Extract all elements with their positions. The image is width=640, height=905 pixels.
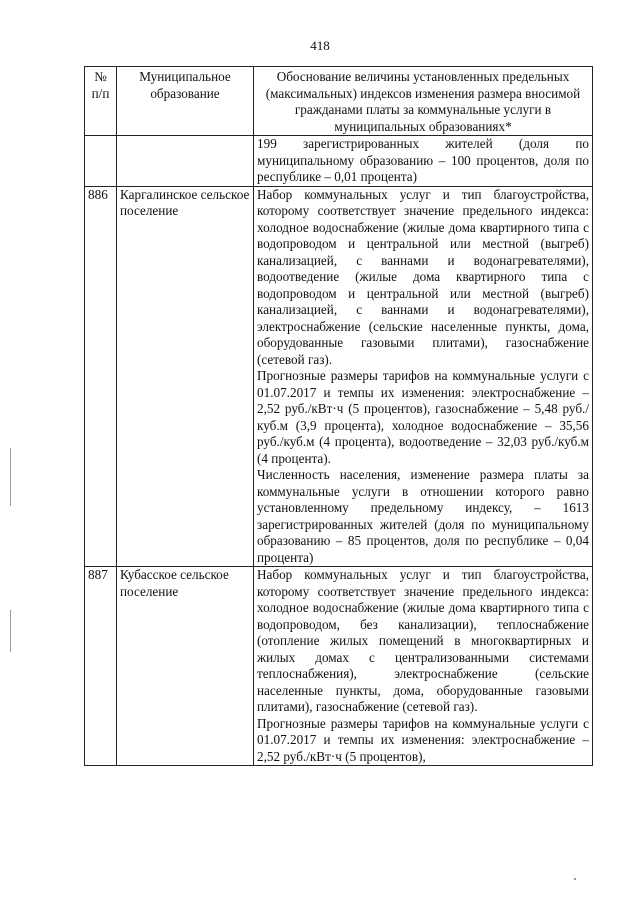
justification-paragraph: Прогнозные размеры тарифов на коммунальные услуги с 01.07.2017 и темпы их изменения: электроснабжение – 2,52 руб./кВт·ч (5 процентов), xyxy=(257,715,589,764)
table-header-row xyxy=(85,67,593,136)
table-row-continuation xyxy=(85,136,593,187)
justification-paragraph: Численность населения, изменение размера платы за коммунальные услуги в отношении которого равно установленному предельному индексу, – 1613 зарегистрированных жителей (доля по муниципальному образованию – 85 процентов, доля по республике – 0,04 процента) xyxy=(257,467,589,565)
row-number: 886 xyxy=(85,186,117,567)
continuation-text: 199 зарегистрированных жителей (доля по муниципальному образованию – 100 процентов, доля по республике – 0,01 процента) xyxy=(257,136,589,184)
page-number: 418 xyxy=(310,38,330,53)
margin-scan-mark xyxy=(10,448,11,506)
row-number: 887 xyxy=(85,567,117,766)
justification-paragraph: Прогнозные размеры тарифов на коммунальные услуги с 01.07.2017 и темпы их изменения: электроснабжение – 2,52 руб./кВт·ч (5 процентов), газоснабжение – 5,48 руб./куб.м (3,9 процента), холодное водоснабжение – 35,56 руб./куб.м (4 процента), водоотведение – 32,03 руб./куб.м (4 процента). xyxy=(257,368,589,466)
header-num: № п/п xyxy=(85,67,117,136)
header-justification: Обоснование величины установленных предельных (максимальных) индексов изменения размера вносимой гражданами платы за коммунальные услуги в муниципальных образованиях* xyxy=(254,67,593,136)
justification-paragraph: Набор коммунальных услуг и тип благоустройства, которому соответствует значение предельного индекса: холодное водоснабжение (жилые дома квартирного типа с водопроводом, без канализации), теплоснабжение (отопление жилых помещений в многоквартирных и жилых домах с централизованными системами теплоснабжения), электроснабжение (сельские населенные пункты, дома, оборудованные газовыми плитами), газоснабжение (сетевой газ). xyxy=(257,567,589,714)
tariff-index-table xyxy=(84,66,593,766)
municipality-name: Каргалинское сельское поселение xyxy=(117,186,254,567)
header-municipality: Муниципальное образование xyxy=(117,67,254,136)
municipality-name: Кубасское сельское поселение xyxy=(117,567,254,766)
justification-cell xyxy=(254,567,593,766)
justification-cell xyxy=(254,186,593,567)
scan-speck xyxy=(574,878,576,880)
justification-paragraph: Набор коммунальных услуг и тип благоустройства, которому соответствует значение предельного индекса: холодное водоснабжение (жилые дома квартирного типа с водопроводом и центральной или местной (выгреб) канализацией, с ваннами и водонагревателями), водоотведение (жилые дома квартирного типа с водопроводом и центральной или местной (выгреб) канализацией, с ваннами и водонагревателями), электроснабжение (сельские населенные пункты, дома, оборудованные газовыми плитами), газоснабжение (сетевой газ). xyxy=(257,186,589,367)
table-row xyxy=(85,567,593,766)
margin-scan-mark xyxy=(10,610,11,652)
table-row xyxy=(85,186,593,567)
